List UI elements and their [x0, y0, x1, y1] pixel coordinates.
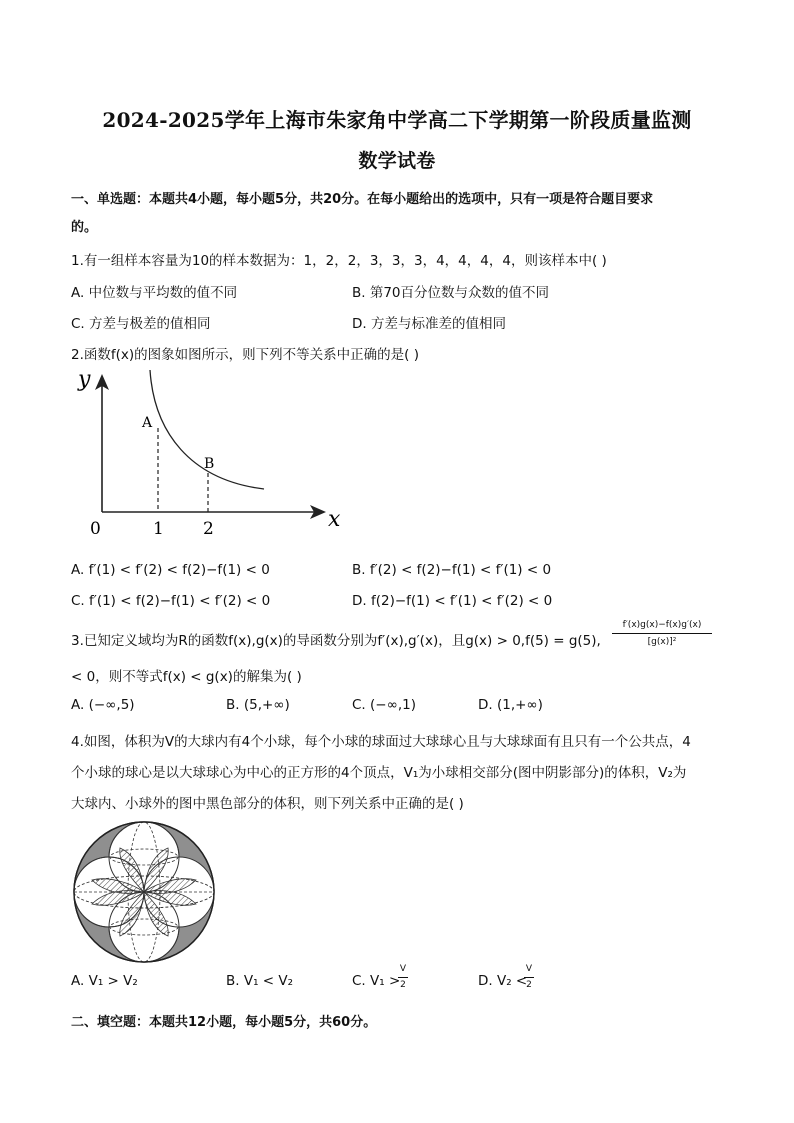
question-2-stem: 2.函数f(x)的图象如图所示，则下列不等关系中正确的是( )	[71, 347, 419, 363]
fraction-numerator: f′(x)g(x)−f(x)g′(x)	[622, 620, 702, 630]
question-1-stem: 1.有一组样本容量为10的样本数据为：1，2，2，3，3，3，4，4，4，4，则该样本中( )	[71, 253, 607, 269]
point-b-label: B	[204, 456, 215, 472]
q1-option-d: D. 方差与标准差的值相同	[352, 316, 506, 332]
q4-option-a: A. V₁ > V₂	[71, 973, 138, 989]
tick-label-2: 2	[203, 519, 214, 539]
q4-option-c: C. V₁ >	[352, 973, 401, 989]
q4-d-fraction-numerator: V	[525, 964, 533, 974]
question-4-stem: 4.如图，体积为V的大球内有4个小球，每个小球的球面过大球球心且与大球球面有且只有一个公共点，4	[71, 734, 691, 750]
q3-option-c: C. (−∞,1)	[352, 697, 416, 713]
q3-option-b: B. (5,+∞)	[226, 697, 290, 713]
section-heading-2: 二、填空题：本题共12小题，每小题5分，共60分。	[71, 1015, 377, 1030]
point-a-label: A	[142, 415, 153, 431]
q1-option-c: C. 方差与极差的值相同	[71, 316, 211, 332]
q3-option-d: D. (1,+∞)	[478, 697, 543, 713]
q1-option-a: A. 中位数与平均数的值不同	[71, 285, 238, 301]
q4-d-fraction-denominator: 2	[526, 980, 532, 990]
origin-label: 0	[90, 519, 101, 539]
question-3-stem: 3.已知定义域均为R的函数f(x),g(x)的导函数分别为f′(x),g′(x)，且g(x) > 0,f(5) = g(5),	[71, 633, 601, 649]
section-heading: 一、单选题：本题共4小题，每小题5分，共20分。在每小题给出的选项中，只有一项是符合题目要求	[71, 192, 654, 207]
q4-c-fraction-numerator: V	[399, 964, 407, 974]
q2-option-b: B. f′(2) < f(2)−f(1) < f′(1) < 0	[352, 562, 552, 578]
fraction-bar	[524, 977, 534, 978]
q4-c-fraction-denominator: 2	[400, 980, 406, 990]
section-heading-cont: 的。	[71, 220, 98, 235]
q1-option-b: B. 第70百分位数与众数的值不同	[352, 285, 550, 301]
fraction-bar	[612, 633, 712, 634]
q2-option-d: D. f(2)−f(1) < f′(1) < f′(2) < 0	[352, 593, 553, 609]
fraction-denominator: [g(x)]²	[647, 637, 677, 647]
question-4-stem-cont-2: 大球内、小球外的图中黑色部分的体积，则下列关系中正确的是( )	[71, 796, 464, 812]
paper-subtitle: 数学试卷	[358, 150, 436, 172]
question-4-stem-cont: 个小球的球心是以大球球心为中心的正方形的4个顶点，V₁为小球相交部分(图中阴影部分)的体积，V₂为	[71, 765, 687, 781]
question-3-stem-cont: < 0，则不等式f(x) < g(x)的解集为( )	[71, 669, 302, 685]
sphere-figure	[70, 818, 218, 966]
q2-option-a: A. f′(1) < f′(2) < f(2)−f(1) < 0	[71, 562, 270, 578]
paper-title: 2024-2025学年上海市朱家角中学高二下学期第一阶段质量监测	[102, 108, 692, 132]
q2-option-c: C. f′(1) < f(2)−f(1) < f′(2) < 0	[71, 593, 271, 609]
q3-option-a: A. (−∞,5)	[71, 697, 135, 713]
function-graph-figure	[66, 362, 356, 542]
q4-option-d: D. V₂ <	[478, 973, 528, 989]
tick-label-1: 1	[153, 519, 164, 539]
y-axis-label: y	[78, 367, 91, 392]
fraction-bar	[398, 977, 408, 978]
q4-option-b: B. V₁ < V₂	[226, 973, 294, 989]
x-axis-label: x	[328, 507, 341, 532]
